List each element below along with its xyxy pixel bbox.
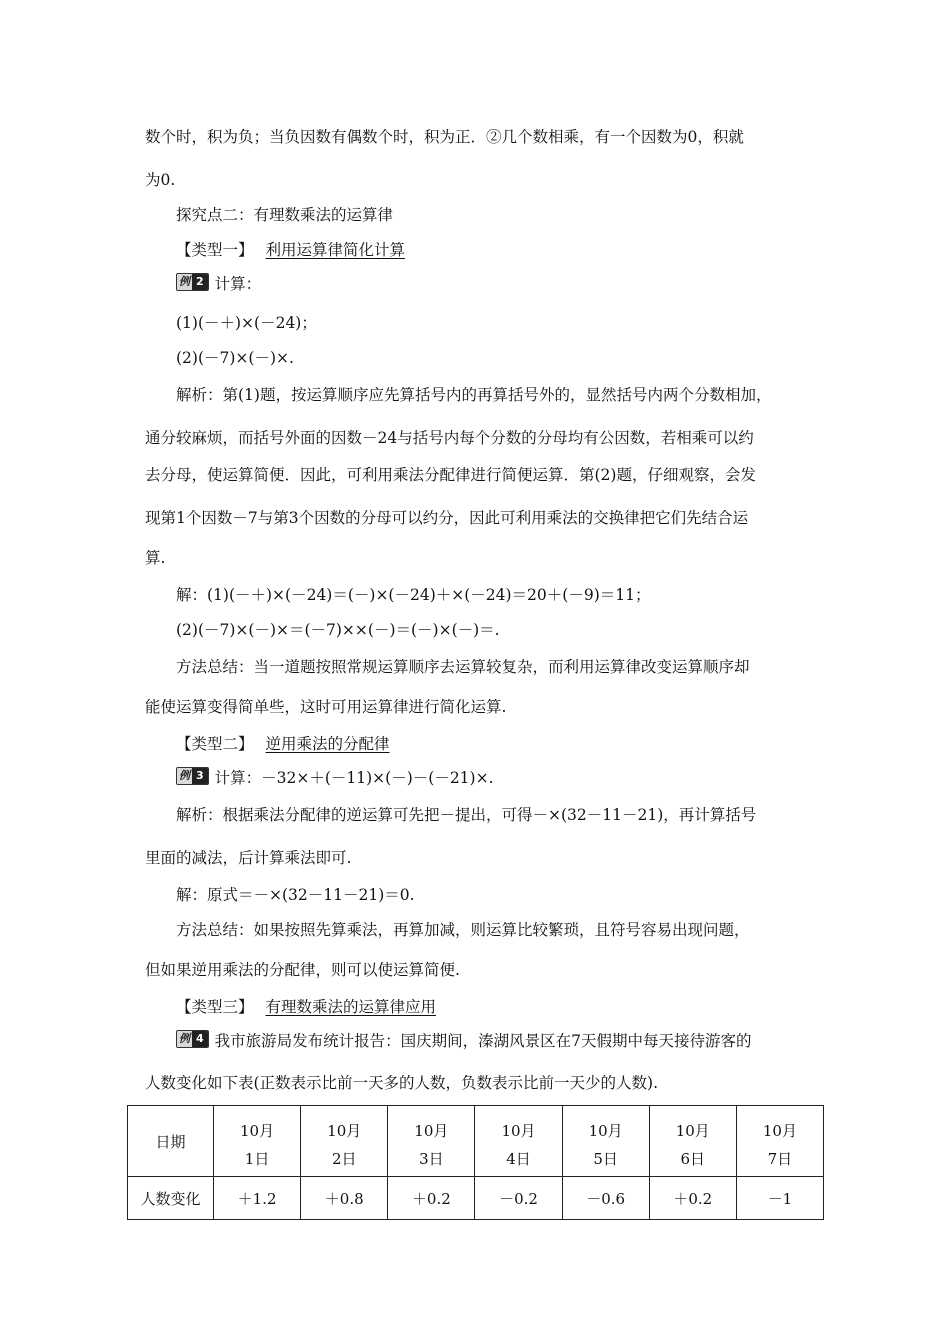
date-month: 10月 — [762, 1122, 797, 1140]
example-badge — [176, 1030, 209, 1048]
visitor-change-table — [127, 1105, 824, 1220]
type-heading-1 — [176, 240, 405, 260]
type-title: 逆用乘法的分配律 — [265, 735, 390, 753]
example-item: (1)(－＋)×(－24)； — [176, 314, 317, 332]
summary-line: 方法总结：当一道题按照常规运算顺序去运算较复杂，而利用运算律改变运算顺序却 — [176, 658, 750, 676]
date-cell — [388, 1106, 475, 1177]
value-cell: ＋0.2 — [388, 1177, 475, 1220]
analysis-line: 里面的减法，后计算乘法即可. — [145, 849, 352, 867]
solution-line: (2)(－7)×(－)×＝(－7)××(－)＝(－)×(－)＝. — [176, 621, 500, 639]
example-text: 计算：－32×＋(－11)×(－)－(－21)×. — [214, 769, 494, 787]
date-day: 5日 — [593, 1150, 618, 1168]
analysis-line: 现第1个因数－7与第3个因数的分母可以约分，因此可利用乘法的交换律把它们先结合运 — [145, 509, 749, 527]
date-month: 10月 — [240, 1122, 275, 1140]
date-month: 10月 — [414, 1122, 449, 1140]
badge-number: 3 — [192, 768, 208, 784]
table-header-cell: 人数变化 — [128, 1177, 214, 1220]
summary-line: 但如果逆用乘法的分配律，则可以使运算简便. — [145, 961, 460, 979]
type-title: 有理数乘法的运算律应用 — [265, 998, 437, 1016]
type-title: 利用运算律简化计算 — [265, 241, 406, 259]
type-heading-3 — [176, 997, 436, 1017]
example-4-prompt — [176, 1030, 752, 1051]
analysis-line: 去分母，使运算简便．因此，可利用乘法分配律进行简便运算．第(2)题，仔细观察，会发 — [145, 466, 756, 484]
date-month: 10月 — [501, 1122, 536, 1140]
analysis-line: 解析：第(1)题，按运算顺序应先算括号内的再算括号外的，显然括号内两个分数相加， — [176, 386, 772, 404]
date-month: 10月 — [327, 1122, 362, 1140]
date-day: 4日 — [506, 1150, 531, 1168]
text-line: 数个时，积为负；当负因数有偶数个时，积为正．②几个数相乘，有一个因数为0，积就 — [145, 128, 744, 146]
badge-label: 例 — [179, 1032, 190, 1045]
analysis-line: 解析：根据乘法分配律的逆运算可先把－提出，可得－×(32－11－21)，再计算括号 — [176, 806, 757, 824]
badge-label: 例 — [179, 769, 190, 782]
date-cell — [736, 1106, 823, 1177]
date-day: 1日 — [244, 1150, 270, 1168]
analysis-line: 算. — [145, 549, 166, 567]
example-badge — [176, 273, 209, 291]
type-label: 【类型二】 — [176, 735, 254, 753]
table-row — [128, 1177, 824, 1220]
value-cell: －1 — [736, 1177, 823, 1220]
value-cell: ＋0.2 — [649, 1177, 736, 1220]
type-heading-2 — [176, 734, 390, 754]
example-text: 计算： — [214, 275, 262, 293]
badge-label: 例 — [179, 275, 190, 288]
table-header-cell: 日期 — [128, 1106, 214, 1177]
text-line: 为0. — [145, 171, 176, 189]
section-heading: 探究点二：有理数乘法的运算律 — [176, 206, 394, 224]
date-day: 3日 — [419, 1150, 444, 1168]
example-text: 我市旅游局发布统计报告：国庆期间，溱湖风景区在7天假期中每天接待游客的 — [214, 1032, 752, 1050]
type-label: 【类型三】 — [176, 998, 254, 1016]
solution-line: 解：(1)(－＋)×(－24)＝(－)×(－24)＋×(－24)＝20＋(－9)＝11； — [176, 586, 651, 604]
type-label: 【类型一】 — [176, 241, 254, 259]
badge-number: 2 — [192, 274, 208, 290]
analysis-line: 通分较麻烦，而括号外面的因数－24与括号内每个分数的分母均有公因数，若相乘可以约 — [145, 429, 754, 447]
date-cell — [214, 1106, 301, 1177]
summary-line: 方法总结：如果按照先算乘法，再算加减，则运算比较繁琐，且符号容易出现问题， — [176, 921, 750, 939]
example-3-prompt — [176, 767, 494, 788]
date-month: 10月 — [588, 1122, 623, 1140]
date-cell — [301, 1106, 388, 1177]
example-2-prompt — [176, 273, 261, 294]
date-cell — [649, 1106, 736, 1177]
date-day: 2日 — [331, 1150, 357, 1168]
date-day: 6日 — [680, 1150, 706, 1168]
summary-line: 能使运算变得简单些，这时可用运算律进行简化运算. — [145, 698, 507, 716]
date-month: 10月 — [675, 1122, 710, 1140]
date-cell — [475, 1106, 562, 1177]
date-cell — [562, 1106, 649, 1177]
badge-number: 4 — [192, 1031, 208, 1047]
value-cell: －0.6 — [562, 1177, 649, 1220]
table-row — [128, 1106, 824, 1177]
example-badge — [176, 767, 209, 785]
example-text: 人数变化如下表(正数表示比前一天多的人数，负数表示比前一天少的人数). — [145, 1074, 659, 1092]
solution-line: 解：原式＝－×(32－11－21)＝0. — [176, 886, 415, 904]
value-cell: ＋0.8 — [301, 1177, 388, 1220]
value-cell: －0.2 — [475, 1177, 562, 1220]
value-cell: ＋1.2 — [214, 1177, 301, 1220]
example-item: (2)(－7)×(－)×. — [176, 349, 294, 367]
date-day: 7日 — [767, 1150, 793, 1168]
